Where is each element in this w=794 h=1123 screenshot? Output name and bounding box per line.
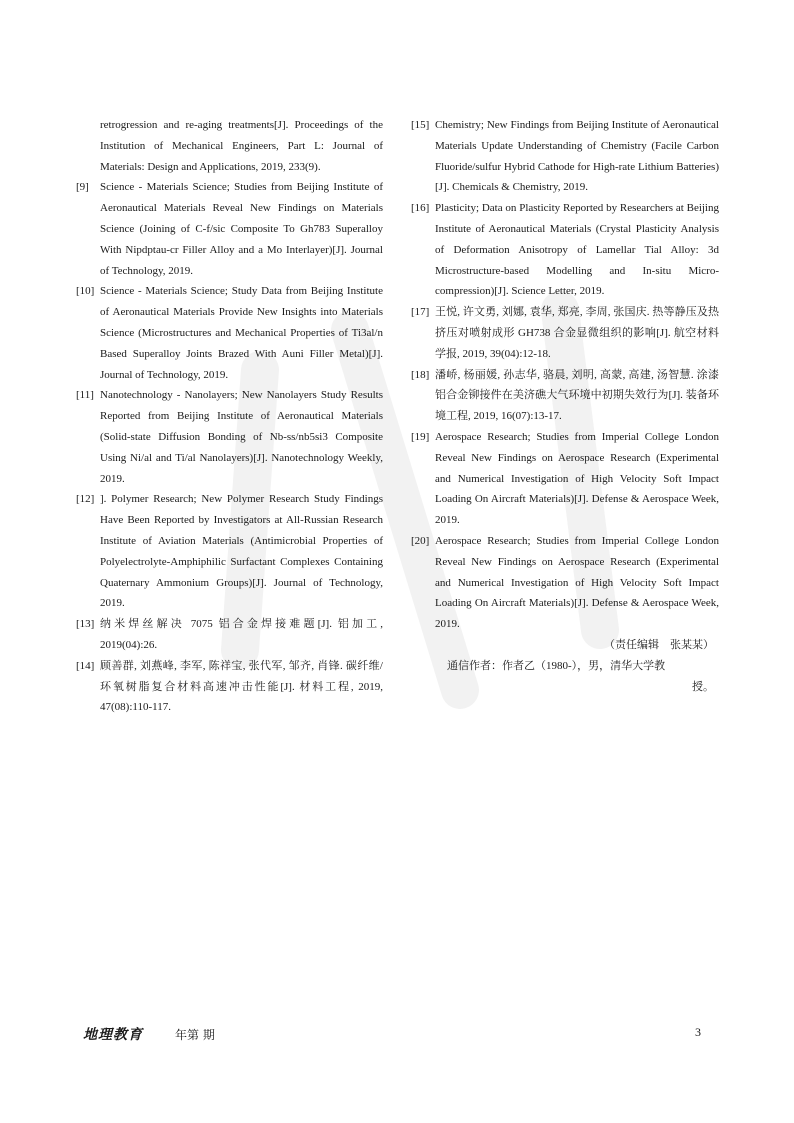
reference-text: 纳米焊丝解决 7075 铝合金焊接难题[J]. 铝加工, 2019(04):26. — [100, 618, 383, 651]
issue-label: 年第 期 — [175, 1028, 215, 1042]
reference-text: Aerospace Research; Studies from Imperial College London Reveal New Findings on Aerospace Research (Experimental and Numerical Investigation of High Velocity Soft Impact Loading On Aircraft Materials)[J]. Defense & Aerospace Week, 2019. — [435, 534, 719, 631]
reference-number: [12] — [76, 493, 95, 506]
reference-text: 潘峤, 杨丽媛, 孙志华, 骆晨, 刘明, 高蒙, 高建, 汤智慧. 涂漆铝合金铆接件在美济礁大气环境中初期失效行为[J]. 装备环境工程, 2019, 16(07):13-17. — [435, 368, 719, 423]
reference-number: [17] — [411, 306, 430, 319]
reference-number: [15] — [411, 119, 430, 131]
reference-item — [411, 198, 719, 302]
reference-item — [411, 427, 719, 531]
reference-item — [76, 281, 383, 385]
reference-item — [76, 614, 383, 656]
responsible-editor: （责任编辑 张某某） — [604, 637, 714, 651]
corresponding-author-line-end: 授。 — [692, 680, 714, 693]
reference-number: [11] — [76, 389, 94, 402]
reference-number: [10] — [76, 285, 95, 298]
journal-logo: 地理教育 — [83, 1027, 143, 1043]
reference-number: [14] — [76, 659, 95, 672]
reference-item — [76, 177, 383, 281]
reference-number: [19] — [411, 430, 430, 443]
reference-number: [18] — [411, 368, 430, 381]
page-number: 3 — [695, 1025, 701, 1039]
reference-item — [76, 115, 383, 177]
reference-number: [9] — [76, 181, 89, 194]
reference-text: Science - Materials Science; Studies from Beijing Institute of Aeronautical Materials Reveal New Findings on Materials Science (Joining of C-f/sic Composite To Gh783 Superalloy With Nipdptau-cr Filler Alloy and a Mo Interlayer)[J]. Journal of Technology, 2019. — [100, 181, 383, 277]
reference-text: 王悦, 许文勇, 刘娜, 袁华, 郑亮, 李周, 张国庆. 热等静压及热挤压对喷射成形 GH738 合金显微组织的影响[J]. 航空材料学报, 2019, 39(04):12-18. — [435, 306, 719, 360]
reference-item — [411, 115, 719, 198]
reference-item — [411, 365, 719, 427]
reference-number: [16] — [411, 202, 430, 215]
reference-item — [411, 302, 719, 364]
reference-item — [76, 656, 383, 718]
reference-text: Chemistry; New Findings from Beijing Institute of Aeronautical Materials Update Understanding of Chemistry (Facile Carbon Fluoride/sulfur Hybrid Cathode for High-rate Lithium Batteries)[J]. Chemicals & Chemistry, 2019. — [435, 119, 719, 194]
reference-number: [20] — [411, 534, 430, 547]
reference-number: [13] — [76, 618, 95, 631]
reference-text: Aerospace Research; Studies from Imperial College London Reveal New Findings on Aerospace Research (Experimental and Numerical Investigation of High Velocity Soft Impact Loading On Aircraft Materials)[J]. Defense & Aerospace Week, 2019. — [435, 430, 719, 527]
references-right-column — [411, 115, 719, 697]
reference-item — [411, 531, 719, 635]
reference-text: Plasticity; Data on Plasticity Reported by Researchers at Beijing Institute of Aeronautical Materials (Crystal Plasticity Analysis of Deformation Anisotropy of Lamellar Tial Alloy: 3d Microstructure-based Modelling and In-situ Micro-compression)[J]. Science Letter, 2019. — [435, 202, 719, 298]
reference-text: Science - Materials Science; Study Data from Beijing Institute of Aeronautical Materials Provide New Insights into Materials Science (Microstructures and Mechanical Properties of Ti3al/n Based Superalloy Joints Brazed With Auni Filler Metal)[J]. Journal of Technology, 2019. — [100, 285, 383, 381]
reference-text: Nanotechnology - Nanolayers; New Nanolayers Study Results Reported from Beijing Institute of Aeronautical Materials (Solid-state Diffusion Bonding of Nb-ss/nb5si3 Composite Using Ni/al and Ti/al Nanolayers)[J]. Nanotechnology Weekly, 2019. — [100, 389, 383, 485]
reference-text: 顾善群, 刘燕峰, 李军, 陈祥宝, 张代军, 邹齐, 肖锋. 碳纤维/环氧树脂复合材料高速冲击性能[J]. 材料工程, 2019, 47(08):110-117. — [100, 659, 383, 714]
corresponding-author-line: 通信作者：作者乙（1980-），男，清华大学教 — [447, 659, 666, 672]
references-left-column — [76, 115, 383, 718]
reference-item — [76, 489, 383, 614]
reference-text: retrogression and re-aging treatments[J]. Proceedings of the Institution of Mechanical Engineers, Part L: Journal of Materials: Design and Applications, 2019, 233(9). — [100, 119, 383, 173]
corresponding-author — [411, 656, 719, 698]
reference-item — [76, 385, 383, 489]
reference-text: ]. Polymer Research; New Polymer Research Study Findings Have Been Reported by Investigators at All-Russian Research Institute of Aviation Materials (Antimicrobial Properties of Polyelectrolyte-Amphiphilic Surfactant Complexes Containing Quaternary Ammonium Groups)[J]. Journal of Technology, 2019. — [100, 493, 383, 610]
